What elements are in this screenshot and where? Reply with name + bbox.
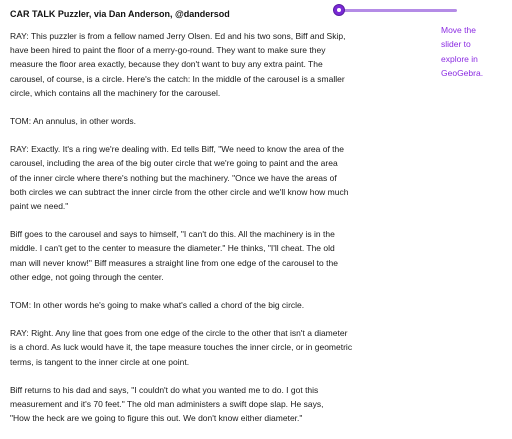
geogebra-slider[interactable] [333, 4, 459, 18]
text-line: RAY: This puzzler is from a fellow named Jerry Olsen. Ed and his two sons, Biff and Skip, [10, 31, 346, 41]
text-line: middle. I can't get to the center to measure the diameter." He thinks, "I'll cheat. The old [10, 243, 335, 254]
text-line: carousel, including the area of the big outer circle that we're going to paint and the area [10, 158, 338, 169]
paragraph-biff-measures [10, 227, 430, 284]
text-line: of the inner circle where there's nothing but the machinery. "Once we have the areas of [10, 172, 337, 183]
instruction-line: slider to [441, 39, 471, 50]
text-line: RAY: Right. Any line that goes from one edge of the circle to the other that isn't a diameter [10, 328, 348, 339]
paragraph-biff-returns [10, 383, 430, 426]
text-line: terms, is tangent to the inner circle at one point. [10, 356, 190, 367]
text-line: TOM: An annulus, in other words. [10, 116, 136, 127]
text-line: Biff returns to his dad and says, "I couldn't do what you wanted me to do. I got this [10, 384, 319, 395]
text-line: measurement and it's 70 feet." The old man administers a swift dope slap. He says, [10, 399, 324, 410]
paragraph-tom-annulus [10, 114, 430, 128]
text-line: measure the floor area exactly, because they don't want to buy any extra paint. The [10, 59, 323, 70]
text-line: paint we need." [10, 201, 69, 212]
text-line: circle, which contains all the machinery for the carousel. [10, 87, 221, 98]
text-line: "How the heck are we going to figure this out. We don't know either diameter." [10, 413, 303, 424]
text-line: RAY: Exactly. It's a ring we're dealing with. Ed tells Biff, "We need to know the area of the [10, 144, 344, 155]
slider-track[interactable] [335, 9, 457, 12]
instruction-line: explore in [441, 53, 478, 64]
paragraph-tom-chord [10, 298, 430, 312]
paragraph-ray-ring [10, 142, 430, 213]
text-line: man will never know!" Biff measures a straight line from one edge of the carousel to the [10, 257, 338, 268]
puzzler-text [10, 29, 430, 439]
text-line: TOM: In other words he's going to make what's called a chord of the big circle. [10, 300, 305, 311]
instruction-line: Move the [441, 25, 476, 35]
slider-thumb[interactable] [333, 4, 345, 16]
paragraph-ray-intro [10, 29, 430, 100]
text-line: carousel, of course, is a circle. Here's the catch: In the middle of the carousel is a smaller [10, 73, 345, 84]
page-title: CAR TALK Puzzler, via Dan Anderson, @dandersod [10, 9, 230, 19]
text-line: have been hired to paint the floor of a merry-go-round. They want to make sure they [10, 45, 326, 56]
text-line: is a chord. As luck would have it, the tape measure touches the inner circle, or in geometric [10, 342, 353, 353]
text-line: other edge, not going through the center. [10, 271, 164, 282]
text-line: both circles we can subtract the inner circle from the other circle and we'll know how much [10, 186, 349, 197]
paragraph-ray-tangent [10, 326, 430, 369]
instruction-line: GeoGebra. [441, 67, 484, 78]
text-line: Biff goes to the carousel and says to himself, "I can't do this. All the machinery is in the [10, 229, 335, 240]
slider-instruction [441, 23, 507, 80]
